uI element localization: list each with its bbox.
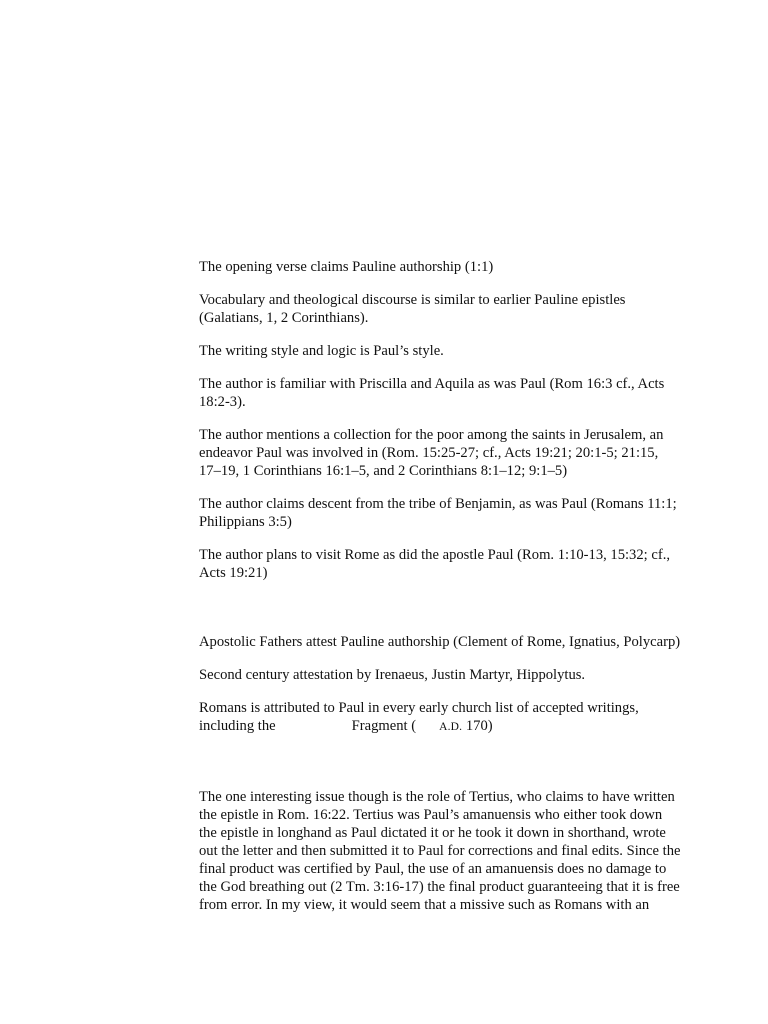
evidence-paragraph [199,342,699,360]
canon-list-paragraph [199,699,699,736]
including-text: including the [199,718,276,734]
date-abbrev: A.D. [439,721,463,733]
text-line: The author mentions a collection for the poor among the saints in Jerusalem, an [199,427,664,443]
evidence-paragraph [199,495,699,531]
internal-evidence-list [199,258,699,582]
evidence-paragraph [199,633,699,651]
text-line: Second century attestation by Irenaeus, Justin Martyr, Hippolytus. [199,667,586,683]
evidence-paragraph [199,375,699,411]
text-line: the God breathing out (2 Tm. 3:16-17) the final product guaranteeing that it is free [199,879,680,895]
text-line: the epistle in Rom. 16:22. Tertius was Paul’s amanuensis who either took down [199,807,663,823]
evidence-paragraph [199,546,699,582]
text-line: 17–19, 1 Corinthians 16:1–5, and 2 Corinthians 8:1–12; 9:1–5) [199,463,568,479]
text-line: The writing style and logic is Paul’s style. [199,343,444,359]
evidence-paragraph [199,426,699,480]
evidence-paragraph [199,666,699,684]
evidence-paragraph [199,258,699,276]
text-line [199,717,699,736]
text-line: from error. In my view, it would seem that a missive such as Romans with an [199,897,650,913]
text-line: The author plans to visit Rome as did the apostle Paul (Rom. 1:10-13, 15:32; cf., [199,547,670,563]
text-line: The one interesting issue though is the role of Tertius, who claims to have written [199,789,675,805]
text-line: Apostolic Fathers attest Pauline authorship (Clement of Rome, Ignatius, Polycarp) [199,634,681,650]
text-line: the epistle in longhand as Paul dictated it or he took it down in shorthand, wrote [199,825,666,841]
text-line: Vocabulary and theological discourse is similar to earlier Pauline epistles [199,292,626,308]
text-line: out the letter and then submitted it to Paul for corrections and final edits. Since the [199,843,681,859]
document-page [199,258,699,914]
tertius-paragraph [199,788,699,914]
text-line: The author claims descent from the tribe of Benjamin, as was Paul (Romans 11:1; [199,496,677,512]
text-line: Romans is attributed to Paul in every early church list of accepted writings, [199,700,639,716]
evidence-paragraph [199,291,699,327]
fragment-text: Fragment ( [351,718,417,734]
text-line: Acts 19:21) [199,565,268,581]
text-line: 18:2-3). [199,394,246,410]
text-line: (Galatians, 1, 2 Corinthians). [199,310,369,326]
text-line: endeavor Paul was involved in (Rom. 15:25-27; cf., Acts 19:21; 20:1-5; 21:15, [199,445,659,461]
date-value: 170) [462,718,493,734]
text-line: final product was certified by Paul, the use of an amanuensis does no damage to [199,861,667,877]
text-line: The opening verse claims Pauline authorship (1:1) [199,259,494,275]
external-evidence-list [199,633,699,736]
text-line: Philippians 3:5) [199,514,292,530]
text-line: The author is familiar with Priscilla and Aquila as was Paul (Rom 16:3 cf., Acts [199,376,665,392]
